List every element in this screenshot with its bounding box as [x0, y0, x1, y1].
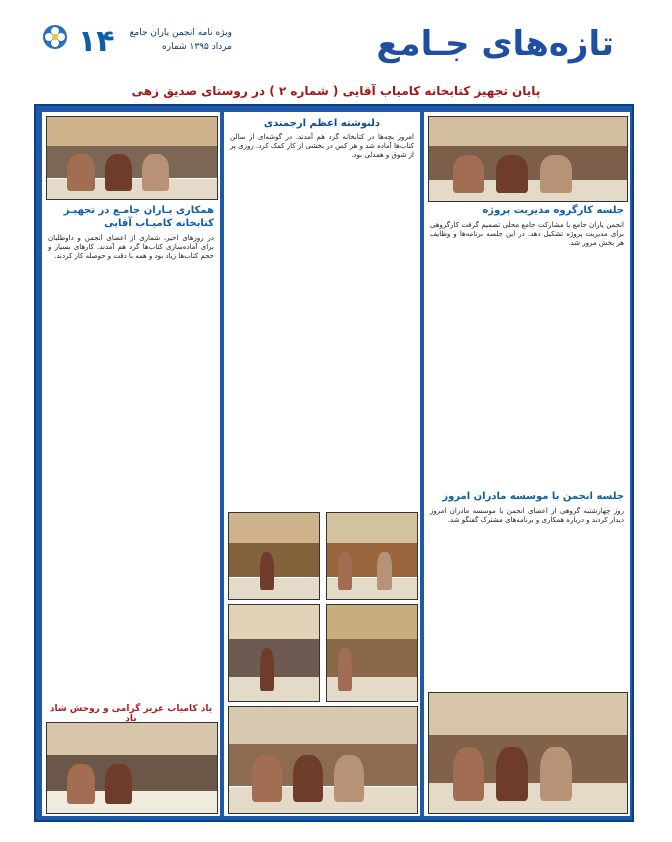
- right-column: [424, 112, 630, 816]
- photo-right-1: [428, 116, 628, 202]
- content-frame: [34, 104, 634, 822]
- issue-label: شماره: [162, 42, 187, 52]
- middle-body: امروز بچه‌ها در کتابخانه گرد هم آمدند. در گوشه‌ای از سالن کتاب‌ها آماده شد و هر کس در بخشی از کار کمک کرد. روزی پر از شوق و همدلی بود.: [230, 133, 414, 159]
- middle-column: [224, 112, 420, 816]
- right-section1-body: انجمن یاران جامع با مشارکت جامع محلی تصمیم گرفت کارگروهی برای مدیریت پروژه تشکیل دهد. در این جلسه برنامه‌ها و وظایف هر بخش مرور شد.: [430, 221, 624, 247]
- photo-library: [46, 722, 218, 814]
- newsletter-title: تازه‌های جـامع: [376, 24, 614, 64]
- masthead: [38, 18, 634, 74]
- middle-heading: دلنوشته اعظم ارجمندی: [263, 118, 381, 129]
- photo-middle-3: [228, 604, 320, 702]
- right-section-2: [430, 490, 624, 525]
- left-article: [48, 204, 214, 261]
- photo-right-2: [428, 692, 628, 814]
- issue-number: ۱۴: [78, 24, 115, 59]
- photo-middle-4: [326, 604, 418, 702]
- left-closing: یاد کامیاب عزیز گرامی و روحش شاد باد: [49, 704, 213, 724]
- newsletter-label: ویژه نامه انجمن یاران جامع: [129, 28, 232, 38]
- flower-logo-icon: [42, 24, 68, 50]
- photo-middle-5: [228, 706, 418, 814]
- middle-article: [230, 118, 414, 160]
- left-column: [42, 112, 220, 816]
- right-section2-title: جلسه انجمن با موسسه مادران امروز: [442, 491, 624, 502]
- right-section1-title: جلسه کارگروه مدیریت پروژه: [482, 205, 624, 216]
- headline: پایان تجهیز کتابخانه کامیاب آقایی ( شماره ۲ ) در روستای صدیق زهی: [131, 84, 541, 98]
- left-heading: همکاری یـاران جامـع در تجهیـز کتابخانه کامیـاب آقایی: [63, 205, 214, 229]
- left-body: در روزهای اخیر، شماری از اعضای انجمن و داوطلبان برای آماده‌سازی کتاب‌ها گرد هم آمدند. کارهای بسیار و حجم کتاب‌ها زیاد بود و همه با دقت و حوصله کار کردند.: [48, 234, 214, 260]
- photo-team: [46, 116, 218, 200]
- photo-middle-2: [326, 512, 418, 600]
- issue-date-row: [122, 40, 232, 54]
- right-section-1: [430, 204, 624, 248]
- issue-date: مرداد ۱۳۹۵: [189, 42, 232, 52]
- newsletter-meta: [122, 26, 232, 54]
- right-section2-body: روز چهارشنبه گروهی از اعضای انجمن با موسسه مادران امروز دیدار کردند و درباره همکاری و برنامه‌های مشترک گفتگو شد.: [430, 507, 624, 524]
- photo-middle-1: [228, 512, 320, 600]
